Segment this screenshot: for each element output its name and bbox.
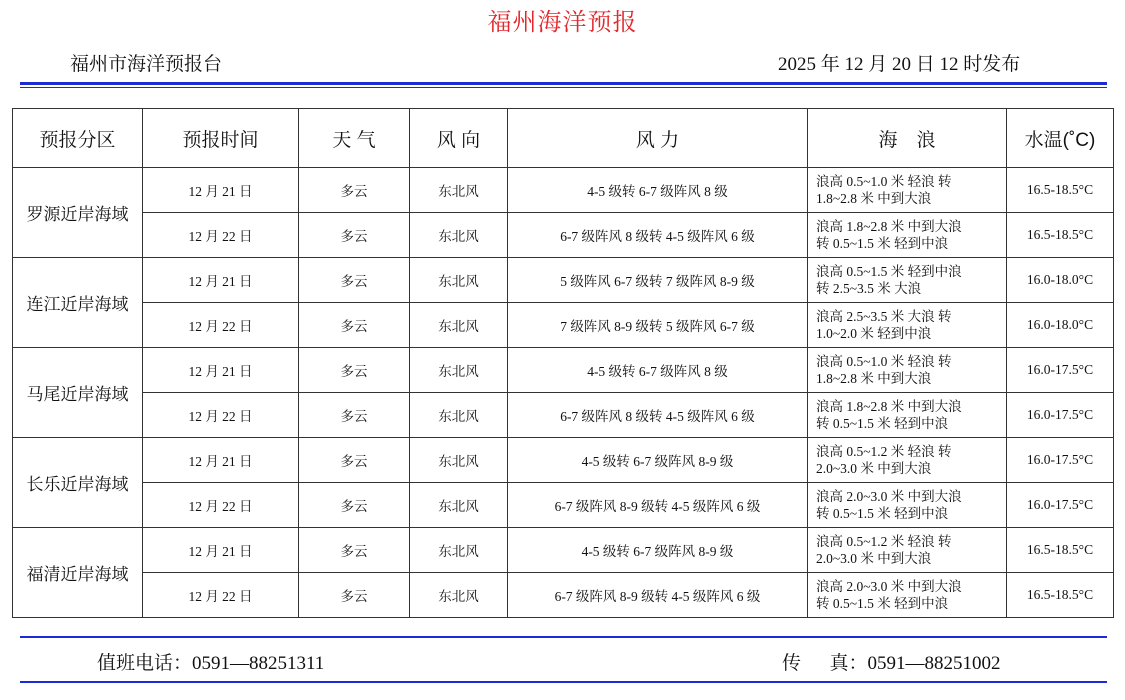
water-temp-cell: 16.0-17.5°C [1007,483,1114,528]
forecast-date: 12 月 22 日 [143,213,299,258]
wind-direction-cell: 东北风 [410,168,508,213]
wave-cell [808,348,1007,393]
wave-line: 1.8~2.8 米 中到大浪 [816,191,932,206]
region-name: 福清近岸海域 [13,528,143,618]
weather-cell: 多云 [299,213,410,258]
wave-cell [808,528,1007,573]
forecast-date: 12 月 21 日 [143,438,299,483]
wave-line: 转 2.5~3.5 米 大浪 [816,281,922,296]
wind-direction-cell: 东北风 [410,573,508,618]
wave-cell [808,393,1007,438]
issuing-organization: 福州市海洋预报台 [70,54,223,75]
wave-line: 2.0~3.0 米 中到大浪 [816,461,932,476]
table-row [13,393,1114,438]
wind-force-cell: 4-5 级转 6-7 级阵风 8 级 [508,168,808,213]
table-row [13,258,1114,303]
water-temp-cell: 16.0-18.0°C [1007,258,1114,303]
wind-force-cell: 6-7 级阵风 8 级转 4-5 级阵风 6 级 [508,213,808,258]
table-row [13,573,1114,618]
wind-direction-cell: 东北风 [410,348,508,393]
weather-cell: 多云 [299,483,410,528]
water-temp-cell: 16.5-18.5°C [1007,168,1114,213]
header-wind-force: 风 力 [508,109,808,168]
wave-line: 浪高 1.8~2.8 米 中到大浪 [816,399,962,414]
header-divider [20,82,1107,85]
header-weather: 天 气 [299,109,410,168]
wave-cell [808,168,1007,213]
table-row [13,213,1114,258]
forecast-table-body [13,168,1114,618]
wave-cell [808,573,1007,618]
wave-cell [808,438,1007,483]
table-header-row [13,109,1114,168]
weather-cell: 多云 [299,438,410,483]
wind-force-cell: 6-7 级阵风 8-9 级转 4-5 级阵风 6 级 [508,573,808,618]
wind-force-cell: 5 级阵风 6-7 级转 7 级阵风 8-9 级 [508,258,808,303]
wave-line: 转 0.5~1.5 米 轻到中浪 [816,416,949,431]
wind-direction-cell: 东北风 [410,303,508,348]
wave-line: 浪高 0.5~1.2 米 轻浪 转 [816,534,952,549]
weather-cell: 多云 [299,348,410,393]
wave-cell [808,213,1007,258]
weather-cell: 多云 [299,528,410,573]
wave-line: 浪高 0.5~1.0 米 轻浪 转 [816,354,952,369]
wave-cell [808,258,1007,303]
forecast-date: 12 月 21 日 [143,258,299,303]
wave-line: 浪高 0.5~1.2 米 轻浪 转 [816,444,952,459]
wind-direction-cell: 东北风 [410,438,508,483]
wave-cell [808,303,1007,348]
water-temp-cell: 16.5-18.5°C [1007,213,1114,258]
wave-line: 浪高 2.5~3.5 米 大浪 转 [816,309,952,324]
weather-cell: 多云 [299,303,410,348]
region-name: 马尾近岸海域 [13,348,143,438]
wave-line: 1.8~2.8 米 中到大浪 [816,371,932,386]
weather-cell: 多云 [299,393,410,438]
wave-line: 转 0.5~1.5 米 轻到中浪 [816,236,949,251]
table-row [13,168,1114,213]
wind-force-cell: 6-7 级阵风 8 级转 4-5 级阵风 6 级 [508,393,808,438]
header-waves: 海 浪 [808,109,1007,168]
table-row [13,528,1114,573]
forecast-date: 12 月 22 日 [143,393,299,438]
header-region: 预报分区 [13,109,143,168]
table-row [13,303,1114,348]
region-name: 连江近岸海域 [13,258,143,348]
wave-line: 浪高 0.5~1.0 米 轻浪 转 [816,174,952,189]
footer-divider-top [20,636,1107,638]
wind-force-cell: 7 级阵风 8-9 级转 5 级阵风 6-7 级 [508,303,808,348]
wave-line: 浪高 0.5~1.5 米 轻到中浪 [816,264,962,279]
wind-direction-cell: 东北风 [410,483,508,528]
duty-phone: 值班电话：0591—88251311 [97,653,325,674]
water-temp-cell: 16.0-17.5°C [1007,348,1114,393]
wind-force-cell: 6-7 级阵风 8-9 级转 4-5 级阵风 6 级 [508,483,808,528]
wind-direction-cell: 东北风 [410,393,508,438]
footer-divider-bottom [20,681,1107,683]
header-water-temp: 水温(˚C) [1007,109,1114,168]
forecast-table [12,108,1114,618]
wave-cell [808,483,1007,528]
wave-line: 浪高 1.8~2.8 米 中到大浪 [816,219,962,234]
wind-direction-cell: 东北风 [410,213,508,258]
fax-number: 传 真：0591—88251002 [782,653,1001,674]
wind-force-cell: 4-5 级转 6-7 级阵风 8-9 级 [508,438,808,483]
weather-cell: 多云 [299,258,410,303]
header-divider-thin [20,87,1107,88]
wind-force-cell: 4-5 级转 6-7 级阵风 8-9 级 [508,528,808,573]
weather-cell: 多云 [299,168,410,213]
wind-direction-cell: 东北风 [410,528,508,573]
forecast-date: 12 月 21 日 [143,168,299,213]
region-name: 罗源近岸海域 [13,168,143,258]
weather-cell: 多云 [299,573,410,618]
wind-direction-cell: 东北风 [410,258,508,303]
issue-datetime: 2025 年 12 月 20 日 12 时发布 [778,54,1021,75]
water-temp-cell: 16.0-18.0°C [1007,303,1114,348]
forecast-date: 12 月 21 日 [143,528,299,573]
water-temp-cell: 16.0-17.5°C [1007,393,1114,438]
forecast-date: 12 月 21 日 [143,348,299,393]
wave-line: 转 0.5~1.5 米 轻到中浪 [816,506,949,521]
water-temp-cell: 16.5-18.5°C [1007,573,1114,618]
water-temp-cell: 16.5-18.5°C [1007,528,1114,573]
table-row [13,483,1114,528]
wave-line: 2.0~3.0 米 中到大浪 [816,551,932,566]
table-row [13,348,1114,393]
header-wind-direction: 风 向 [410,109,508,168]
wave-line: 1.0~2.0 米 轻到中浪 [816,326,932,341]
table-row [13,438,1114,483]
wave-line: 浪高 2.0~3.0 米 中到大浪 [816,489,962,504]
forecast-date: 12 月 22 日 [143,573,299,618]
region-name: 长乐近岸海域 [13,438,143,528]
page-title: 福州海洋预报 [487,10,638,36]
wind-force-cell: 4-5 级转 6-7 级阵风 8 级 [508,348,808,393]
wave-line: 转 0.5~1.5 米 轻到中浪 [816,596,949,611]
forecast-date: 12 月 22 日 [143,303,299,348]
forecast-date: 12 月 22 日 [143,483,299,528]
wave-line: 浪高 2.0~3.0 米 中到大浪 [816,579,962,594]
water-temp-cell: 16.0-17.5°C [1007,438,1114,483]
header-time: 预报时间 [143,109,299,168]
